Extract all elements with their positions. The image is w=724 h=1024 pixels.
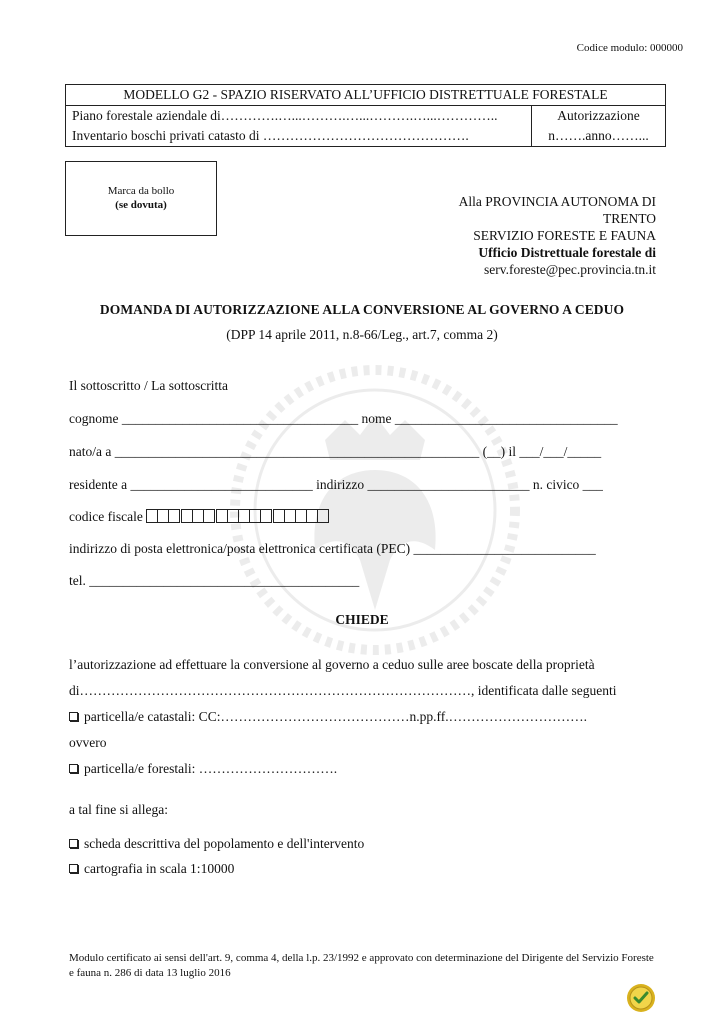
authorization-number-field[interactable]: n…….anno……... bbox=[532, 126, 666, 147]
property-owner-field[interactable]: di……………………………………………………………………………, identificata dalle seguenti bbox=[69, 683, 617, 698]
checkbox-icon[interactable] bbox=[69, 864, 78, 873]
email-pec-field[interactable]: indirizzo di posta elettronica/posta elettronica certificata (PEC) ___________________________ bbox=[69, 541, 596, 556]
private-woods-inventory-field[interactable]: Inventario boschi privati catasto di ………………………………………. bbox=[66, 126, 532, 147]
birthplace-date-field[interactable]: nato/a a ______________________________________________________ (__) il ___/___/_____ bbox=[69, 444, 602, 459]
tax-code-label: codice fiscale bbox=[69, 509, 143, 524]
checkbox-icon[interactable] bbox=[69, 839, 78, 848]
surname-name-field[interactable]: cognome ___________________________________ nome _________________________________ bbox=[69, 411, 618, 426]
attachment-label: cartografia in scala 1:10000 bbox=[84, 861, 235, 876]
cadastral-parcels-label: particella/e catastali: CC:……………………………………n.pp.ff.…………………………. bbox=[84, 709, 587, 724]
document-subtitle: (DPP 14 aprile 2011, n.8-66/Leg., art.7, comma 2) bbox=[226, 327, 498, 342]
attachment-label: scheda descrittiva del popolamento e dell'intervento bbox=[84, 836, 365, 851]
authorization-label: Autorizzazione bbox=[532, 106, 666, 127]
cadastral-parcels-option[interactable] bbox=[69, 709, 587, 725]
addressee-block bbox=[459, 193, 656, 278]
addressee-office: Ufficio Distrettuale forestale di bbox=[478, 245, 656, 260]
phone-field[interactable]: tel. ________________________________________ bbox=[69, 573, 360, 588]
forest-parcels-option[interactable] bbox=[69, 761, 337, 777]
checkbox-icon[interactable] bbox=[69, 764, 78, 773]
forest-parcels-label: particella/e forestali: …………………………. bbox=[84, 761, 338, 776]
residence-address-field[interactable]: residente a ___________________________ indirizzo ________________________ n. civico ___ bbox=[69, 477, 603, 492]
tax-code-row bbox=[69, 509, 328, 527]
document-title: DOMANDA DI AUTORIZZAZIONE ALLA CONVERSIONE AL GOVERNO A CEDUO bbox=[99, 302, 625, 317]
attachments-intro: a tal fine si allega: bbox=[69, 802, 168, 817]
addressee-line: SERVIZIO FORESTE E FAUNA bbox=[473, 228, 656, 243]
attachment-stand-description[interactable] bbox=[69, 836, 364, 852]
attachment-cartography[interactable] bbox=[69, 861, 234, 877]
office-reserved-table bbox=[65, 84, 666, 147]
office-table-title: MODELLO G2 - SPAZIO RISERVATO ALL’UFFICIO DISTRETTUALE FORESTALE bbox=[66, 85, 666, 106]
forest-plan-field[interactable]: Piano forestale aziendale di………….…...……….…...……….…...………….. bbox=[66, 106, 532, 127]
addressee-line: TRENTO bbox=[603, 211, 656, 226]
or-label: ovvero bbox=[69, 735, 107, 750]
certification-seal-icon bbox=[626, 983, 656, 1013]
tax-code-input[interactable] bbox=[146, 509, 328, 527]
checkbox-icon[interactable] bbox=[69, 712, 78, 721]
request-text: l’autorizzazione ad effettuare la conversione al governo a ceduo sulle aree boscate della proprietà bbox=[69, 657, 595, 672]
stamp-note: (se dovuta) bbox=[115, 199, 167, 211]
revenue-stamp-box bbox=[65, 161, 217, 236]
request-heading: CHIEDE bbox=[335, 612, 389, 627]
stamp-label: Marca da bollo bbox=[107, 185, 175, 197]
module-code: Codice modulo: 000000 bbox=[576, 42, 683, 54]
applicant-intro: Il sottoscritto / La sottoscritta bbox=[69, 378, 228, 393]
addressee-line: Alla PROVINCIA AUTONOMA DI bbox=[458, 194, 656, 209]
addressee-email: serv.foreste@pec.provincia.tn.it bbox=[484, 262, 656, 277]
certification-footer: Modulo certificato ai sensi dell'art. 9, comma 4, della l.p. 23/1992 e approvato con determinazione del Dirigente del Servizio Foreste e fauna n. 286 di data 13 luglio 2016 bbox=[69, 952, 654, 979]
